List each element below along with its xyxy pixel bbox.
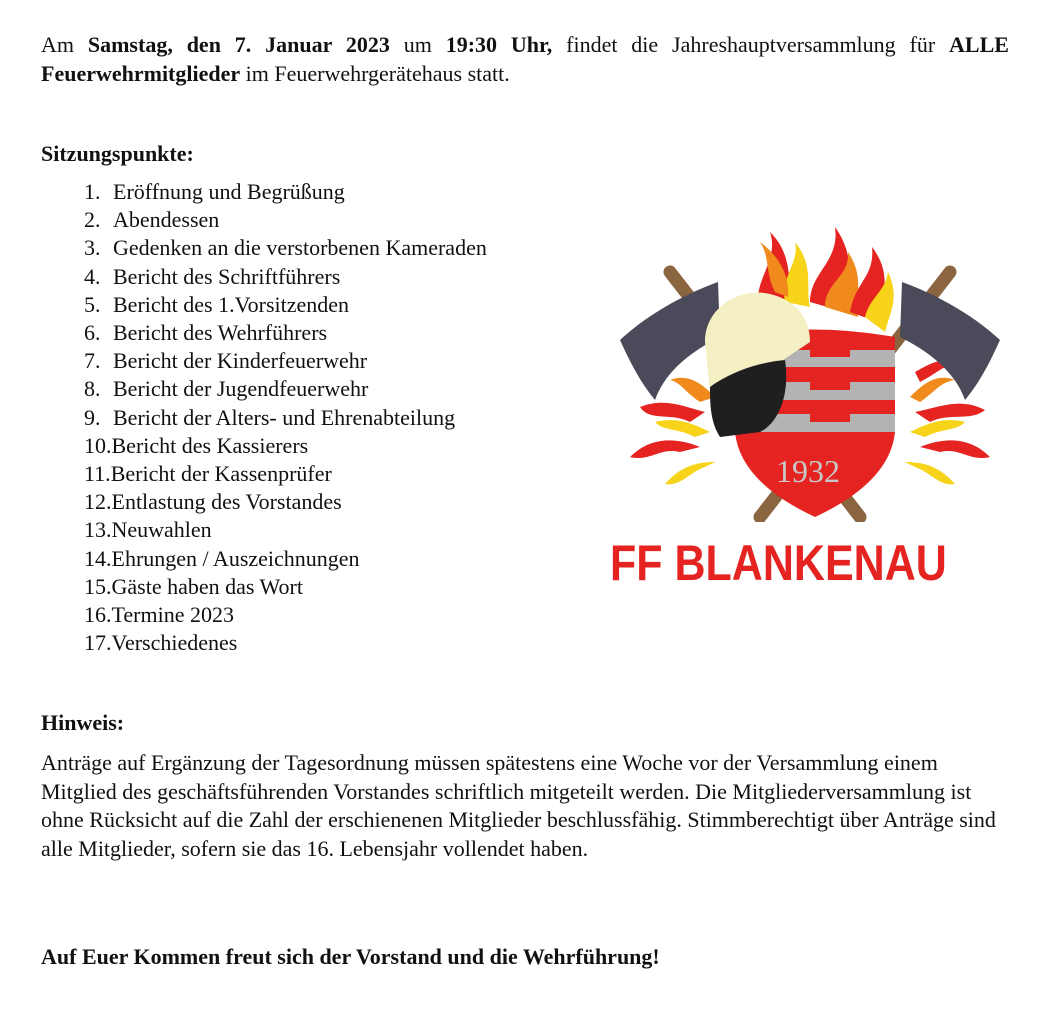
item-number: 6.	[84, 320, 101, 346]
item-number: 16.	[84, 602, 112, 628]
item-number: 15.	[84, 573, 112, 599]
agenda-item	[84, 460, 487, 488]
axe-head-left	[620, 282, 720, 400]
meeting-date: Samstag, den 7. Januar 2023	[87, 32, 390, 57]
logo-name: FF BLANKENAU	[610, 535, 947, 591]
item-number: 9.	[84, 404, 101, 430]
agenda-item	[84, 601, 487, 629]
agenda-item	[84, 573, 487, 601]
item-number: 1.	[84, 179, 101, 204]
intro-text: um	[389, 32, 446, 57]
item-number: 13.	[84, 517, 112, 543]
item-label: Bericht des Kassierers	[111, 432, 309, 458]
axe-head-right	[900, 282, 1000, 400]
item-number: 5.	[84, 291, 101, 317]
meeting-time: 19:30 Uhr,	[445, 32, 553, 57]
item-number: 14.	[84, 545, 112, 571]
agenda-item	[84, 178, 487, 206]
closing-line: Auf Euer Kommen freut sich der Vorstand und die Wehrführung!	[41, 944, 660, 969]
item-label: Gedenken an die verstorbenen Kameraden	[113, 235, 487, 261]
crest-emblem-icon	[610, 222, 1010, 522]
agenda-item	[84, 516, 487, 544]
agenda-item	[84, 404, 487, 432]
agenda-item	[84, 291, 487, 319]
agenda-item	[84, 234, 487, 262]
item-label: Bericht des 1.Vorsitzenden	[113, 291, 350, 317]
item-number: 11.	[84, 461, 111, 487]
agenda-item	[84, 545, 487, 573]
item-label: Bericht der Kassenprüfer	[110, 461, 332, 487]
item-label: Bericht der Jugendfeuerwehr	[113, 376, 369, 402]
hinweis-title: Hinweis:	[41, 710, 125, 735]
agenda-item	[84, 347, 487, 375]
agenda-list	[84, 178, 487, 657]
item-label: Ehrungen / Auszeichnungen	[111, 545, 360, 571]
intro-text: Am	[41, 32, 88, 57]
item-label: Termine 2023	[111, 602, 234, 628]
intro-text: findet die Jahreshauptversammlung für	[552, 32, 950, 57]
founding-year: 1932	[776, 453, 840, 489]
item-label: Bericht des Wehrführers	[113, 320, 328, 346]
item-label: Bericht des Schriftführers	[113, 263, 341, 289]
item-number: 2.	[84, 207, 101, 233]
hinweis-text: Anträge auf Ergänzung der Tagesordnung müssen spätestens eine Woche vor der Versammlung einem Mitglied des geschäftsführenden Vorstandes schriftlich mitgeteilt werden. Die Mitgliederversammlung ist ohne Rücksicht auf die Zahl der erschienenen Mitglieder beschlussfähig. Stimmberechtigt über Anträge sind alle Mitglieder, sofern sie das 16. Lebensjahr vollendet haben.	[41, 750, 996, 861]
item-number: 7.	[84, 348, 101, 374]
item-label: Verschiedenes	[111, 630, 238, 656]
item-label: Abendessen	[113, 207, 220, 233]
agenda-item	[84, 263, 487, 291]
item-label: Eröffnung und Begrüßung	[113, 179, 345, 204]
audience: ALLE Feuerwehrmitglieder	[41, 32, 1009, 86]
agenda-item	[84, 629, 487, 657]
agenda-item	[84, 206, 487, 234]
item-number: 8.	[84, 376, 101, 402]
intro-text: im Feuerwehrgerätehaus statt.	[240, 61, 510, 86]
item-number: 3.	[84, 235, 101, 261]
item-label: Neuwahlen	[111, 517, 212, 543]
item-number: 12.	[84, 489, 112, 515]
fire-brigade-logo	[610, 222, 1010, 607]
item-label: Gäste haben das Wort	[111, 573, 303, 599]
agenda-item	[84, 375, 487, 403]
agenda-item	[84, 319, 487, 347]
item-number: 4.	[84, 263, 101, 289]
agenda-title: Sitzungspunkte:	[41, 141, 194, 166]
item-number: 10.	[84, 432, 112, 458]
agenda-item	[84, 432, 487, 460]
item-label: Bericht der Kinderfeuerwehr	[113, 348, 368, 374]
item-label: Bericht der Alters- und Ehrenabteilung	[113, 404, 456, 430]
item-label: Entlastung des Vorstandes	[111, 489, 342, 515]
item-number: 17.	[84, 630, 112, 656]
intro-paragraph	[41, 30, 1009, 88]
agenda-item	[84, 488, 487, 516]
